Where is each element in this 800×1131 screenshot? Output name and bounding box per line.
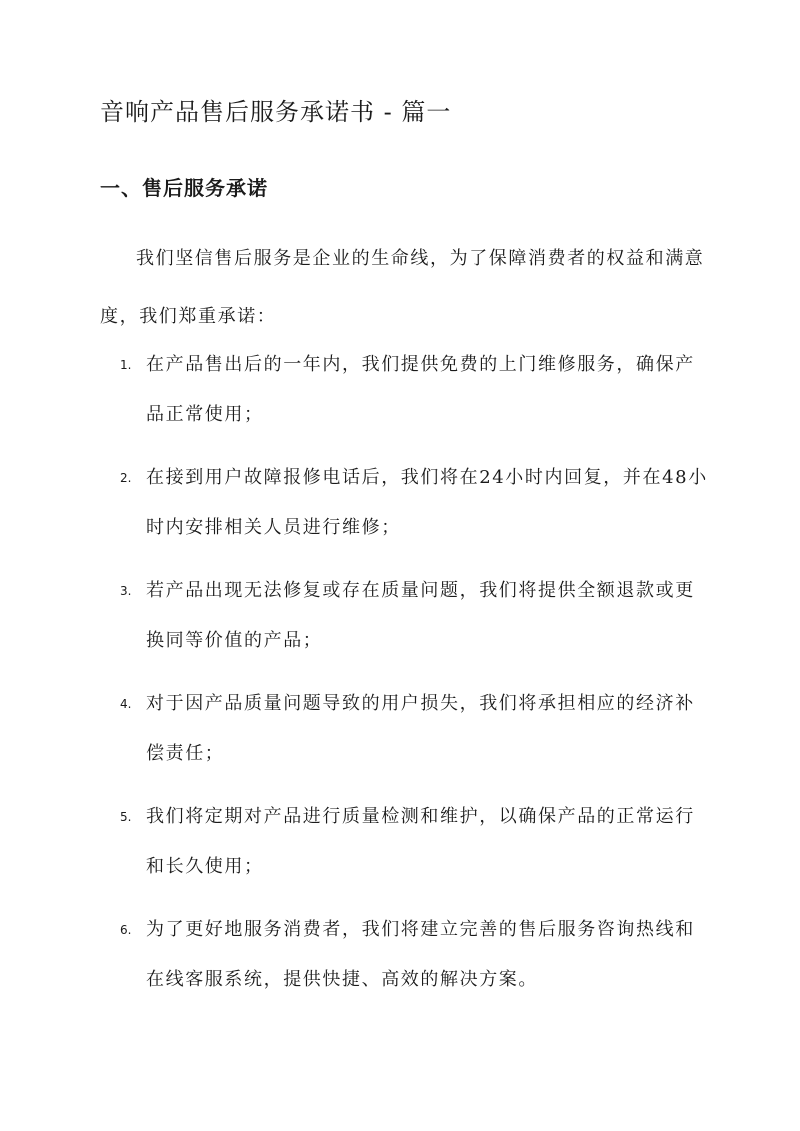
item-number: 1. xyxy=(120,358,132,372)
commitment-list xyxy=(100,340,710,1018)
commitment-item-1 xyxy=(100,340,710,440)
section-heading: 一、售后服务承诺 xyxy=(100,176,268,200)
item-number: 5. xyxy=(120,810,132,824)
commitment-item-6 xyxy=(100,905,710,1005)
item-text: 在接到用户故障报修电话后，我们将在24小时内回复，并在48小时内安排相关人员进行维修； xyxy=(146,467,708,538)
document-title: 音响产品售后服务承诺书 - 篇一 xyxy=(100,98,452,126)
item-number: 6. xyxy=(120,923,132,937)
item-number: 4. xyxy=(120,697,132,711)
item-number: 3. xyxy=(120,584,132,598)
item-text: 在产品售出后的一年内，我们提供免费的上门维修服务，确保产品正常使用； xyxy=(146,354,695,425)
item-text: 我们将定期对产品进行质量检测和维护，以确保产品的正常运行和长久使用； xyxy=(146,806,695,877)
item-number: 2. xyxy=(120,471,132,485)
item-text: 为了更好地服务消费者，我们将建立完善的售后服务咨询热线和在线客服系统，提供快捷、高效的解决方案。 xyxy=(146,919,695,990)
commitment-item-4 xyxy=(100,679,710,779)
intro-paragraph: 我们坚信售后服务是企业的生命线，为了保障消费者的权益和满意度，我们郑重承诺： xyxy=(100,248,705,327)
item-text: 若产品出现无法修复或存在质量问题，我们将提供全额退款或更换同等价值的产品； xyxy=(146,580,695,651)
commitment-item-3 xyxy=(100,566,710,666)
item-text: 对于因产品质量问题导致的用户损失，我们将承担相应的经济补偿责任； xyxy=(146,693,695,764)
commitment-item-2 xyxy=(100,453,710,553)
commitment-item-5 xyxy=(100,792,710,892)
